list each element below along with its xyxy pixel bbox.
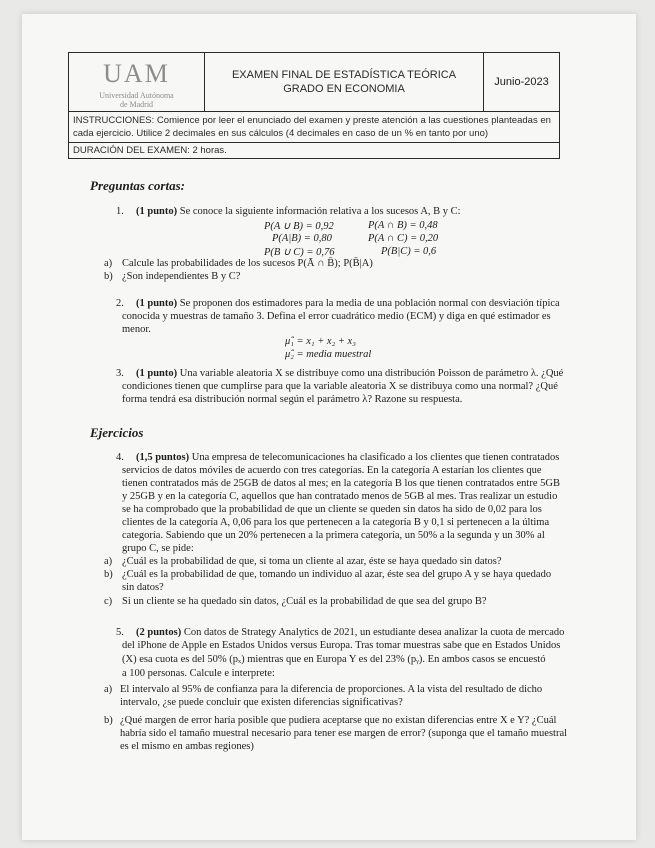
q5-a-text1: El intervalo al 95% de confianza para la diferencia de proporciones. A la vista del resultado de dicho [120, 684, 543, 695]
q4-line2: servicios de datos móviles de acuerdo con tres categorías. En la categoría A estarían los clientes que [122, 465, 542, 476]
q5-line4: a 100 personas. Calcule e interprete: [122, 668, 275, 679]
q1-b-text: ¿Son independientes B y C? [122, 271, 241, 282]
q5-b-text1: ¿Qué margen de error haría posible que pudiera aceptarse que no existan diferencias entre X e Y? ¿Cuál [120, 715, 557, 726]
instructions [69, 112, 559, 142]
q1-formula-1: P(A ∪ B) = 0,92 [264, 221, 334, 232]
q4-b-text2: sin datos? [122, 582, 164, 593]
q5-b-label: b) [104, 715, 113, 726]
instructions-line1: INSTRUCCIONES: Comience por leer el enunciado del examen y preste atención a las cuestiones planteadas en [73, 115, 551, 126]
q5-line1 [136, 627, 564, 640]
q4-points: (1,5 puntos) [136, 452, 190, 463]
q4-line5: se ha comprobado que la probabilidad de que un cliente se queden sin datos ha sido de 0,02 para los [122, 504, 542, 515]
exam-header [68, 52, 560, 159]
exam-title [205, 53, 484, 111]
q2-line3: menor. [122, 324, 151, 335]
q1-formula-4: P(A ∩ C) = 0,20 [368, 233, 439, 244]
q4-number: 4. [116, 452, 124, 463]
logo-mark: UAM [103, 59, 170, 88]
q1-formula-3: P(A|B) = 0,80 [272, 233, 332, 244]
q2-text-line1: Se proponen dos estimadores para la media de una población normal con desviación típica [179, 298, 560, 309]
q1-number: 1. [116, 206, 124, 217]
q4-line7: categoría. Sabiendo que un 20% pertenecen a la primera categoría, un 50% a la segunda y un 30% al [122, 530, 545, 541]
q2-number: 2. [116, 298, 124, 309]
exam-title-line1: EXAMEN FINAL DE ESTADÍSTICA TEÓRICA [231, 69, 457, 81]
q3-line3: forma tendrá esa distribución normal según el parámetro λ? Razone su respuesta. [122, 394, 463, 405]
q2-estimator-1: μ̂₁ = x₁ + x₂ + x₃ [285, 336, 356, 347]
q1-b-label: b) [104, 271, 113, 282]
q4-line1 [136, 452, 559, 465]
q1-a-label: a) [104, 258, 113, 269]
q2-points: (1 punto) [136, 298, 178, 309]
q2-line1 [136, 298, 560, 311]
q4-b-text1: ¿Cuál es la probabilidad de que, tomando un individuo al azar, éste sea del grupo A y se haya quedado [122, 569, 552, 580]
q4-line4: y 25GB y en la categoría C, aquellos que han contratado menos de 5GB al mes. Tras realizar un estudio [122, 491, 558, 502]
q4-text-line1: Una empresa de telecomunicaciones ha clasificado a los clientes que tienen contratados [191, 452, 560, 463]
q4-line6: clientes de la categoría A, 0,06 para los que pertenecen a la categoría B y 0,1 si pertenecen a la última [122, 517, 550, 528]
instructions-line2: cada ejercicio. Utilice 2 decimales en sus cálculos (4 decimales en caso de un % en tanto por uno) [73, 127, 489, 139]
q5-a-label: a) [104, 684, 113, 695]
exam-title-line2: GRADO EN ECONOMIA [283, 83, 405, 95]
q3-line2: condiciones tienen que cumplirse para que la variable aleatoria X se distribuya como una normal? ¿Qué [122, 381, 558, 392]
uam-logo [69, 53, 205, 111]
q4-b-label: b) [104, 569, 113, 580]
logo-university-name: Universidad Autónoma [99, 91, 174, 100]
q1-formula-6: P(B|C) = 0,6 [381, 246, 437, 257]
section-short-questions: Preguntas cortas: [90, 178, 185, 193]
q4-c-text: Si un cliente se ha quedado sin datos, ¿Cuál es la probabilidad de que sea del grupo B? [122, 596, 487, 607]
q4-line8: grupo C, se pide: [122, 543, 194, 554]
q1-text: Se conoce la siguiente información relativa a los sucesos A, B y C: [179, 206, 461, 217]
q5-line3: (X) esa cuota es del 50% (pₓ) mientras que en Europa Y es del 23% (pᵧ). En ambos casos se encuestó [122, 654, 546, 665]
q2-line2: conocida y muestras de tamaño 3. Defina el error cuadrático medio (ECM) y diga en qué estimador es [122, 311, 551, 322]
q5-text-line1: Con datos de Strategy Analytics de 2021, un estudiante desea analizar la cuota de mercado [183, 627, 565, 638]
q1-a-text: Calcule las probabilidades de los sucesos P(Ā ∩ B̄); P(B̄|A) [122, 258, 373, 269]
q2-estimator-2: μ̂₂ = media muestral [285, 349, 372, 360]
q5-a-text2: intervalo, ¿se puede concluir que existen diferencias significativas? [120, 697, 403, 708]
q1-points: (1 punto) [136, 206, 178, 217]
q1-formula-2: P(A ∩ B) = 0,48 [368, 220, 438, 231]
q5-b-text2: habría sido el tamaño muestral necesario para tener ese margen de error? (suponga que el tamaño muestral [120, 728, 568, 739]
q1-formula-5: P(B ∪ C) = 0,76 [264, 247, 335, 258]
exam-duration: DURACIÓN DEL EXAMEN: 2 horas. [69, 142, 559, 158]
q5-number: 5. [116, 627, 124, 638]
q5-b-text3: es el mismo en ambas regiones) [120, 741, 254, 752]
q4-c-label: c) [104, 596, 113, 607]
q4-a-label: a) [104, 556, 113, 567]
logo-university-city: de Madrid [119, 100, 154, 109]
q3-line1 [136, 368, 563, 381]
q3-number: 3. [116, 368, 124, 379]
q1-statement [136, 206, 461, 219]
q4-line3: tienen contratados más de 25GB de datos al mes; en la categoría B los que tienen contratados entre 5GB [122, 478, 560, 489]
q5-line2: del iPhone de Apple en Estados Unidos versus Europa. Tras tomar muestras sabe que en Estados Unidos [122, 640, 561, 651]
q5-points: (2 puntos) [136, 627, 182, 638]
exam-date: Junio-2023 [494, 76, 549, 88]
q3-points: (1 punto) [136, 368, 178, 379]
section-exercises: Ejercicios [90, 425, 144, 440]
q3-text-line1: Una variable aleatoria X se distribuye como una distribución Poisson de parámetro λ. ¿Qué [179, 368, 564, 379]
q4-a-text: ¿Cuál es la probabilidad de que, si toma un cliente al azar, éste se haya quedado sin datos? [122, 556, 502, 567]
